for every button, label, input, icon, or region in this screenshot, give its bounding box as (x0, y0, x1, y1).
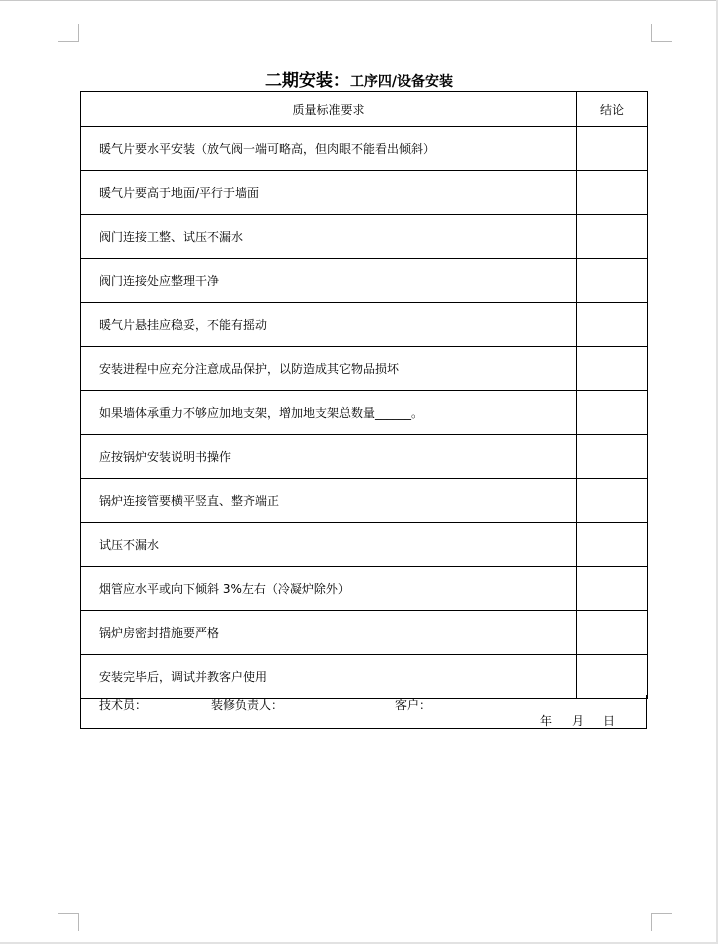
result-cell[interactable] (577, 215, 648, 259)
result-cell[interactable] (577, 391, 648, 435)
result-cell[interactable] (577, 347, 648, 391)
year-label: 年 (540, 714, 553, 728)
result-cell[interactable] (577, 259, 648, 303)
title-sub: 工序四/设备安装 (349, 74, 454, 90)
table-row (81, 611, 648, 655)
requirement-cell: 暖气片要水平安装（放气阀一端可略高，但肉眼不能看出倾斜） (81, 127, 577, 171)
table-row (81, 655, 648, 699)
result-cell[interactable] (577, 479, 648, 523)
renovation-manager-label: 装修负责人： (211, 698, 284, 712)
table-row (81, 391, 648, 435)
day-label: 日 (603, 714, 616, 728)
customer-label: 客户： (395, 698, 432, 712)
requirement-cell: 阀门连接工整、试压不漏水 (81, 215, 577, 259)
requirement-cell: 应按锅炉安装说明书操作 (81, 435, 577, 479)
technician-label: 技术员： (99, 698, 148, 712)
table-row (81, 215, 648, 259)
table-row (81, 127, 648, 171)
table-row (81, 259, 648, 303)
header-result: 结论 (577, 92, 648, 127)
result-cell[interactable] (577, 435, 648, 479)
result-cell[interactable] (577, 127, 648, 171)
requirement-cell: 安装进程中应充分注意成品保护，以防造成其它物品损坏 (81, 347, 577, 391)
month-label: 月 (572, 714, 585, 728)
table-row (81, 303, 648, 347)
table-row (81, 479, 648, 523)
table-row (81, 171, 648, 215)
quality-table (80, 91, 648, 699)
table-header-row (81, 92, 648, 127)
table-row (81, 523, 648, 567)
table-row (81, 347, 648, 391)
requirement-cell: 暖气片悬挂应稳妥，不能有摇动 (81, 303, 577, 347)
result-cell[interactable] (577, 611, 648, 655)
document-title (0, 66, 718, 91)
requirement-cell: 锅炉连接管要横平竖直、整齐端正 (81, 479, 577, 523)
crop-mark-top-left (58, 24, 79, 42)
crop-mark-bottom-right (651, 913, 672, 931)
result-cell[interactable] (577, 655, 648, 699)
crop-mark-bottom-left (58, 913, 79, 931)
requirement-cell: 阀门连接处应整理干净 (81, 259, 577, 303)
requirement-cell: 安装完毕后，调试并教客户使用 (81, 655, 577, 699)
requirement-cell: 锅炉房密封措施要严格 (81, 611, 577, 655)
table-row (81, 567, 648, 611)
title-main: 二期安装： (264, 71, 350, 91)
requirement-cell: 试压不漏水 (81, 523, 577, 567)
result-cell[interactable] (577, 303, 648, 347)
crop-mark-top-right (651, 24, 672, 42)
page-top-edge (0, 0, 718, 1)
result-cell[interactable] (577, 523, 648, 567)
result-cell[interactable] (577, 567, 648, 611)
signature-footer (80, 695, 647, 729)
requirement-cell: 暖气片要高于地面/平行于墙面 (81, 171, 577, 215)
header-requirements: 质量标准要求 (81, 92, 577, 127)
result-cell[interactable] (577, 171, 648, 215)
requirement-cell: 烟管应水平或向下倾斜 3%左右（冷凝炉除外） (81, 567, 577, 611)
table-row (81, 435, 648, 479)
requirement-cell: 如果墙体承重力不够应加地支架，增加地支架总数量______。 (81, 391, 577, 435)
